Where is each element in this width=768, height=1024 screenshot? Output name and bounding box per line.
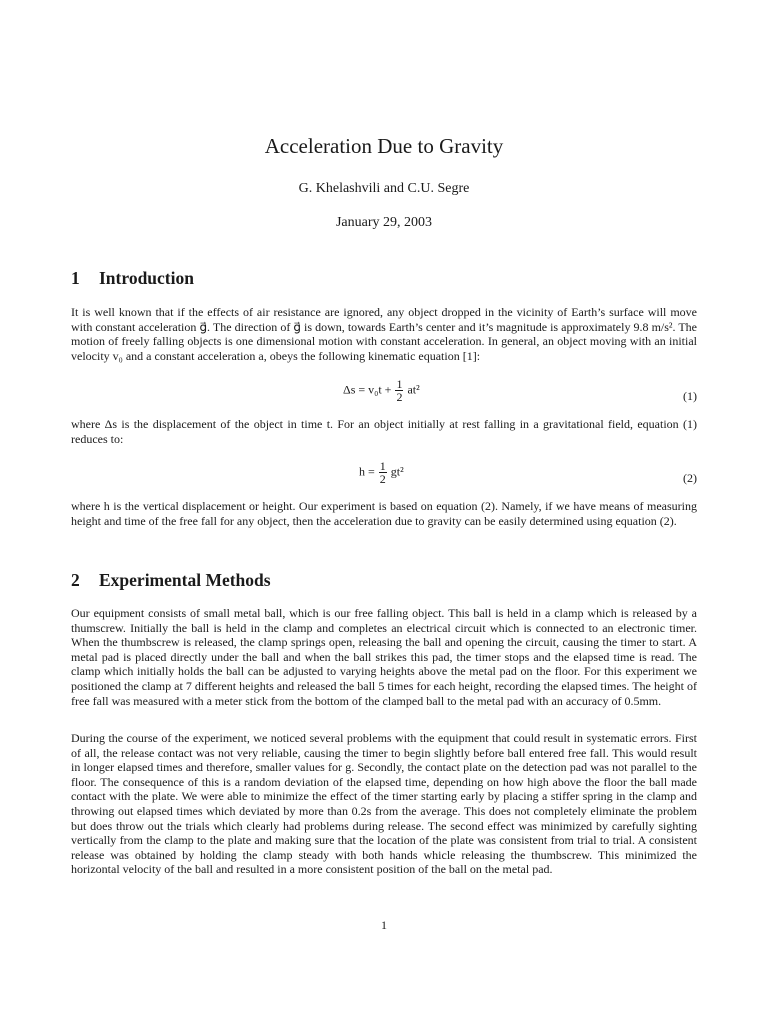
section-heading-experimental-methods <box>71 570 271 591</box>
intro-paragraph-3: where h is the vertical displacement or height. Our experiment is based on equation (2). Namely, if we have means of measuring height and time of the free fall for any object, then the acceleration due to gravity can be easily determined using equation (2). <box>71 499 697 528</box>
section-heading-introduction <box>71 268 194 289</box>
equation-1-number: (1) <box>683 389 697 403</box>
equation-2-rhs: gt² <box>390 464 404 479</box>
equation-1 <box>71 378 697 414</box>
equation-2-lhs: h = <box>359 464 375 479</box>
section-title: Experimental Methods <box>99 570 271 590</box>
section-number: 1 <box>71 268 80 288</box>
equation-1-fraction <box>395 378 403 403</box>
equation-2-fraction <box>379 460 387 485</box>
equation-1-numerator: 1 <box>396 377 403 391</box>
equation-1-rhs: at² <box>407 382 420 397</box>
equation-2-expression <box>359 460 404 485</box>
equation-1-expression <box>343 378 420 403</box>
paper-authors: G. Khelashvili and C.U. Segre <box>298 181 470 196</box>
equation-1-denominator: 2 <box>396 390 403 404</box>
section-title: Introduction <box>99 268 194 288</box>
paper-title: Acceleration Due to Gravity <box>264 134 504 158</box>
intro-paragraph-1: It is well known that if the effects of air resistance are ignored, any object dropped in the vicinity of Earth’s surface will move with constant acceleration g⃗. The direction of g⃗ is down, towards Earth’s center and it’s magnitude is approximately 9.8 m/s². The motion of freely falling objects is one dimensional motion with constant acceleration. In general, an object moving with an initial velocity v₀ and a constant acceleration a, obeys the following kinematic equation [1]: <box>71 305 697 363</box>
equation-2 <box>71 460 697 496</box>
intro-paragraph-2: where Δs is the displacement of the object in time t. For an object initially at rest falling in a gravitational field, equation (1) reduces to: <box>71 417 697 446</box>
paper-date: January 29, 2003 <box>335 215 433 230</box>
methods-paragraph-2: During the course of the experiment, we noticed several problems with the equipment that could result in systematic errors. First of all, the release contact was not very reliable, causing the timer to begin slightly before ball entered free fall. This would result in longer elapsed times and therefore, smaller values for g. Secondly, the contact plate on the detection pad was not parallel to the floor. The consequence of this is a random deviation of the elapsed time, depending on how high above the floor the ball made contact with the plate. We were able to minimize the effect of the timer starting early by placing a stiffer spring in the clamp and throwing out elapsed times which deviated by more than 0.2s from the average. This does not completely eliminate the problem but does throw out the trials which clearly had problems during release. The second effect was minimized by carefully sighting vertically from the clamp to the plate and making sure that the location of the plate was consistent from trial to trial. A consistent release was obtained by holding the clamp steady with both hands whicle releasing the thumbscrew. This minimized the horizontal velocity of the ball and resulted in a more consistent position of the ball on the metal pad. <box>71 731 697 877</box>
equation-2-number: (2) <box>683 471 697 485</box>
equation-2-denominator: 2 <box>379 472 386 486</box>
equation-1-lhs: Δs = v₀t + <box>343 382 392 397</box>
methods-paragraph-1: Our equipment consists of small metal ball, which is our free falling object. This ball is held in a clamp which is released by a thumscrew. Initially the ball is held in the clamp and completes an electrical circuit which is connected to an electronic timer. When the thumbscrew is released, the clamp springs open, releasing the ball and opening the circuit, causing the timer to start. A metal pad is placed directly under the ball and when the ball strikes this pad, the timer stops and the elapsed time is read. The clamp which initially holds the ball can be adjusted to varying heights above the metal pad on the floor. For this experiment we positioned the clamp at 7 different heights and released the ball 5 times for each height, recording the elapsed times. The height of free fall was measured with a meter stick from the bottom of the clamped ball to the metal pad with an accuracy of 0.5mm. <box>71 606 697 708</box>
section-number: 2 <box>71 570 80 590</box>
page-number: 1 <box>381 918 387 932</box>
equation-2-numerator: 1 <box>379 459 386 473</box>
